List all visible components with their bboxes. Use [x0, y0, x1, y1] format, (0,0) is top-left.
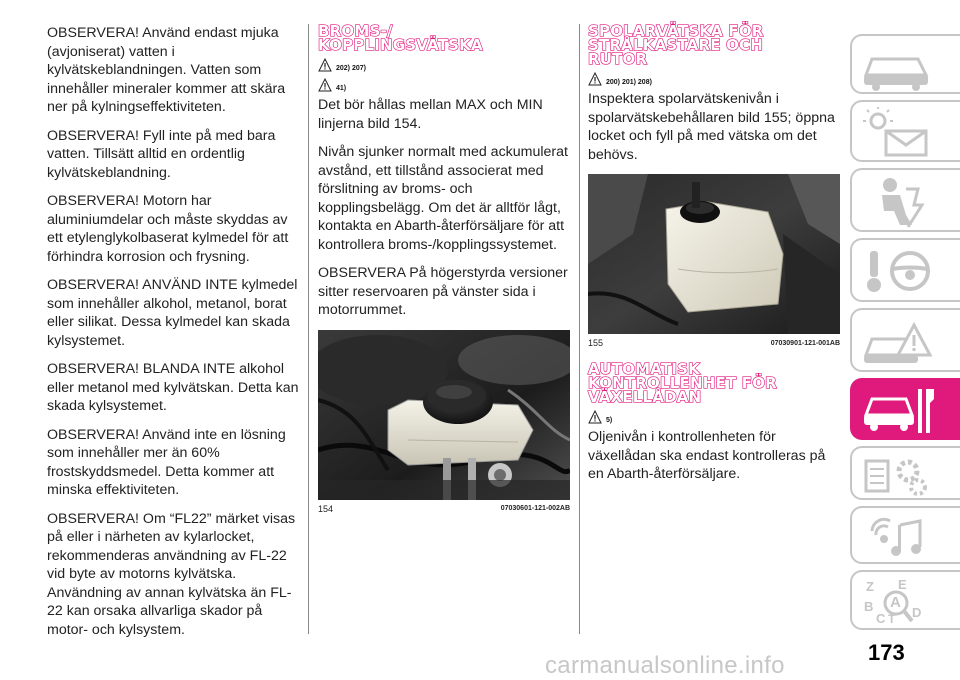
warning-reference: [318, 56, 570, 72]
warning-triangle-icon: [588, 72, 602, 86]
brake-fluid-reservoir-photo: [318, 330, 570, 500]
car-maintenance-wrench-icon: [860, 385, 940, 437]
paragraph: OBSERVERA! Fyll inte på med bara vatten. Tillsätt alltid en ordentlig kylvätskeblandning.: [47, 127, 276, 181]
chapter-tab-warning-lights[interactable]: [850, 100, 960, 162]
figure-number: 154: [318, 503, 334, 514]
paragraph: OBSERVERA! Om “FL22” märket visas på eller i närheten av kylarlocket, rekommenderas användning av FL-22 vid byte av motorns kylvätska. Användning av annan kylvätska än FL-22 kan orsaka allvarliga skador på motor- och kylsystem.: [47, 510, 296, 638]
reference-numbers: 41): [336, 85, 347, 92]
heading-line: SPOLARVÄTSKA FÖR: [588, 22, 764, 40]
warning-triangle-icon: [588, 410, 602, 424]
figure-caption: [588, 338, 840, 348]
paragraph: OBSERVERA! Använd endast mjuka (avjoniserat) vatten i kylvätskeblandningen. Vatten som innehåller mineraler kommer att skära ner på kylningseffektiviteten.: [47, 25, 286, 115]
multimedia-icon: [860, 513, 940, 561]
chapter-tab-maintenance[interactable]: [850, 378, 960, 440]
paragraph: OBSERVERA På högerstyrda versioner sitter reservoaren på vänster sida i motorrummet.: [318, 265, 568, 318]
washer-fluid-reservoir-photo: [588, 174, 840, 334]
chapter-tab-technical-data[interactable]: [850, 446, 960, 500]
chapter-tab-safety[interactable]: [850, 168, 960, 232]
car-dashboard-icon: [860, 41, 940, 91]
heading-line: RUTOR: [588, 50, 648, 68]
heading-line: STRÅLKASTARE OCH: [588, 36, 763, 54]
paragraph: Inspektera spolarvätskenivån i spolarvätskebehållaren bild 155; öppna locket och fyll på med vätska om det behövs.: [588, 91, 835, 163]
section-heading-brake-fluid: [318, 24, 570, 52]
paragraph: Det bör hållas mellan MAX och MIN linjerna bild 154.: [318, 97, 543, 132]
reference-numbers: 200) 201) 208): [606, 79, 652, 86]
warning-triangle-icon: [318, 78, 332, 92]
paragraph: OBSERVERA! Använd inte en lösning som innehåller mer än 60% frostskyddsmedel. Detta kommer att minska effektiviteten.: [47, 426, 286, 498]
index-letter: T: [888, 612, 896, 626]
index-letter: E: [898, 577, 907, 592]
heading-line: KONTROLLENHET FÖR: [588, 374, 777, 392]
heading-line: KOPPLINGSVÄTSKA: [318, 36, 483, 54]
paragraph: OBSERVERA! ANVÄND INTE kylmedel som innehåller alkohol, metanol, borat eller silikat. Dessa kylmedel kan skada kylsystemet.: [47, 277, 298, 349]
figure-number: 155: [588, 338, 604, 348]
heading-line: VÄXELLÅDAN: [588, 388, 702, 406]
figure-code: 07030601-121-002AB: [500, 505, 570, 512]
section-heading-washer-fluid: [588, 24, 840, 66]
page-number: 173: [868, 640, 905, 665]
index-letter: C: [876, 611, 886, 626]
section-heading-transmission-control: [588, 362, 840, 404]
heading-line: BROMS-/: [318, 22, 393, 40]
key-steering-wheel-icon: [860, 245, 940, 299]
warning-triangle-icon: [318, 58, 332, 72]
paragraph: OBSERVERA! BLANDA INTE alkohol eller metanol med kylvätskan. Detta kan skada kylsystemet.: [47, 361, 299, 414]
chapter-tab-multimedia[interactable]: [850, 506, 960, 564]
paragraph: Oljenivån i kontrollenheten för växellådan ska endast kontrolleras på en Abarth-återförsäljare.: [588, 429, 826, 482]
chapter-tab-starting-driving[interactable]: [850, 238, 960, 302]
chapter-tab-emergency[interactable]: [850, 308, 960, 372]
figure-caption: [318, 504, 570, 514]
heading-line: AUTOMATISK: [588, 360, 700, 378]
watermark: carmanualsonline.info: [545, 652, 785, 679]
column-2: [318, 24, 570, 528]
warning-reference: [588, 70, 840, 86]
column-divider: [579, 24, 580, 634]
technical-data-gears-icon: [860, 453, 940, 499]
figure-154-photo: [318, 330, 570, 500]
index-letter: A: [890, 594, 901, 611]
reference-numbers: 202) 207): [336, 65, 366, 72]
column-1: [47, 24, 299, 649]
paragraph: OBSERVERA! Motorn har aluminiumdelar och måste skyddas av ett etylenglykolbaserat kylmedel för att förhindra korrosion och frysning.: [47, 193, 289, 265]
index-letter: Z: [866, 579, 874, 594]
warning-reference: [588, 408, 840, 424]
figure-155-photo: [588, 174, 840, 334]
chapter-tab-dashboard[interactable]: [850, 34, 960, 94]
breakdown-triangle-icon: [860, 315, 940, 369]
warning-reference: [318, 76, 570, 92]
column-divider: [308, 24, 309, 634]
column-3: [588, 24, 840, 494]
index-letter: B: [864, 599, 874, 614]
warning-lights-envelope-icon: [860, 107, 940, 159]
alphabetical-index-icon: [860, 577, 940, 627]
chapter-tab-index[interactable]: [850, 570, 960, 630]
figure-code: 07030901-121-001AB: [770, 339, 840, 347]
index-letter: D: [912, 605, 922, 620]
seat-safety-icon: [860, 175, 940, 229]
reference-numbers: 5): [606, 417, 613, 424]
paragraph: Nivån sjunker normalt med ackumulerat avstånd, ett tillstånd associerat med förslitning av broms- och kopplingsbelägg. Om det är alltför lågt, kontakta en Abarth-återförsäljare för att kontrollera broms-/kopplingssystemet.: [318, 144, 568, 253]
